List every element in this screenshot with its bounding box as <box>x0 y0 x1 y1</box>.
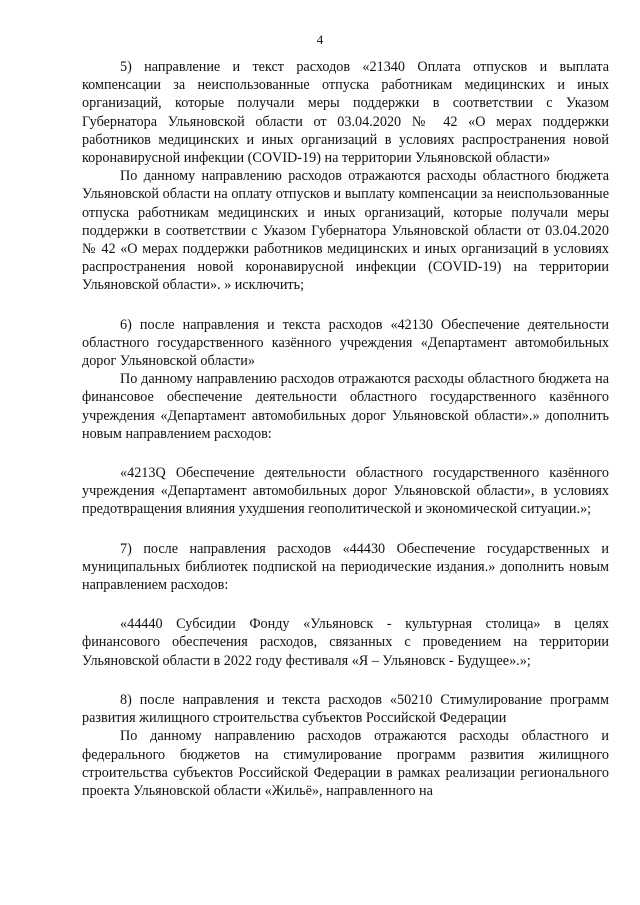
section-5-heading-paragraph: 5) направление и текст расходов «21340 Оплата отпусков и выплата компенсации за неиспользованные отпуска работникам медицинских и иных организаций, которые получали меры поддержки в соответствии с Указом Губернатора Ульяновской области от 03.04.2020 № 42 «О мерах поддержки работников медицинских и иных организаций в условиях распространения новой коронавирусной инфекции (COVID-19) на территории Ульяновской области» <box>82 59 609 167</box>
section-7-paragraph: 7) после направления расходов «44430 Обеспечение государственных и муниципальных библиотек подпиской на периодические издания.» дополнить новым направлением расходов: <box>82 540 609 594</box>
section-5-description-paragraph: По данному направлению расходов отражаются расходы областного бюджета Ульяновской области на оплату отпусков и выплату компенсации за неиспользованные отпуска работникам медицинских и иных организаций, которые получали меры поддержки в соответствии с Указом Губернатора Ульяновской области от 03.04.2020 № 42 «О мерах поддержки работников медицинских и иных организаций в условиях распространения новой коронавирусной инфекции (COVID-19) на территории Ульяновской области». » исключить; <box>82 168 609 294</box>
section-6-quote-paragraph: «4213Q Обеспечение деятельности областного государственного казённого учреждения «Департамент автомобильных дорог Ульяновской области», в условиях предотвращения влияния ухудшения геополитической и экономической ситуации.»; <box>82 465 609 518</box>
section-7 <box>82 540 609 595</box>
section-8-description-paragraph: По данному направлению расходов отражаются расходы областного и федерального бюджетов на стимулирование программ развития жилищного строительства субъектов Российской Федерации в рамках реализации регионального проекта Ульяновской области «Жильё», направленного на <box>82 728 609 799</box>
section-6-new-direction <box>82 464 609 519</box>
section-6-description-paragraph: По данному направлению расходов отражаются расходы областного бюджета на финансовое обеспечение деятельности областного государственного казённого учреждения «Департамент автомобильных дорог Ульяновской области».» дополнить новым направлением расходов: <box>82 371 609 442</box>
section-8 <box>82 691 609 800</box>
section-8-heading-paragraph: 8) после направления и текста расходов «50210 Стимулирование программ развития жилищного строительства субъектов Российской Федерации <box>82 691 609 727</box>
document-body <box>82 58 609 800</box>
section-6-heading-paragraph: 6) после направления и текста расходов «42130 Обеспечение деятельности областного государственного казённого учреждения «Департамент автомобильных дорог Ульяновской области» <box>82 316 609 370</box>
section-5 <box>82 58 609 295</box>
section-7-new-direction <box>82 615 609 670</box>
section-6 <box>82 316 609 443</box>
page-number: 4 <box>316 32 324 47</box>
section-7-quote-paragraph: «44440 Субсидии Фонду «Ульяновск - культурная столица» в целях финансового обеспечения расходов, связанных с проведением на территории Ульяновской области в 2022 году фестиваля «Я – Ульяновск - Будущее».»; <box>82 616 609 669</box>
